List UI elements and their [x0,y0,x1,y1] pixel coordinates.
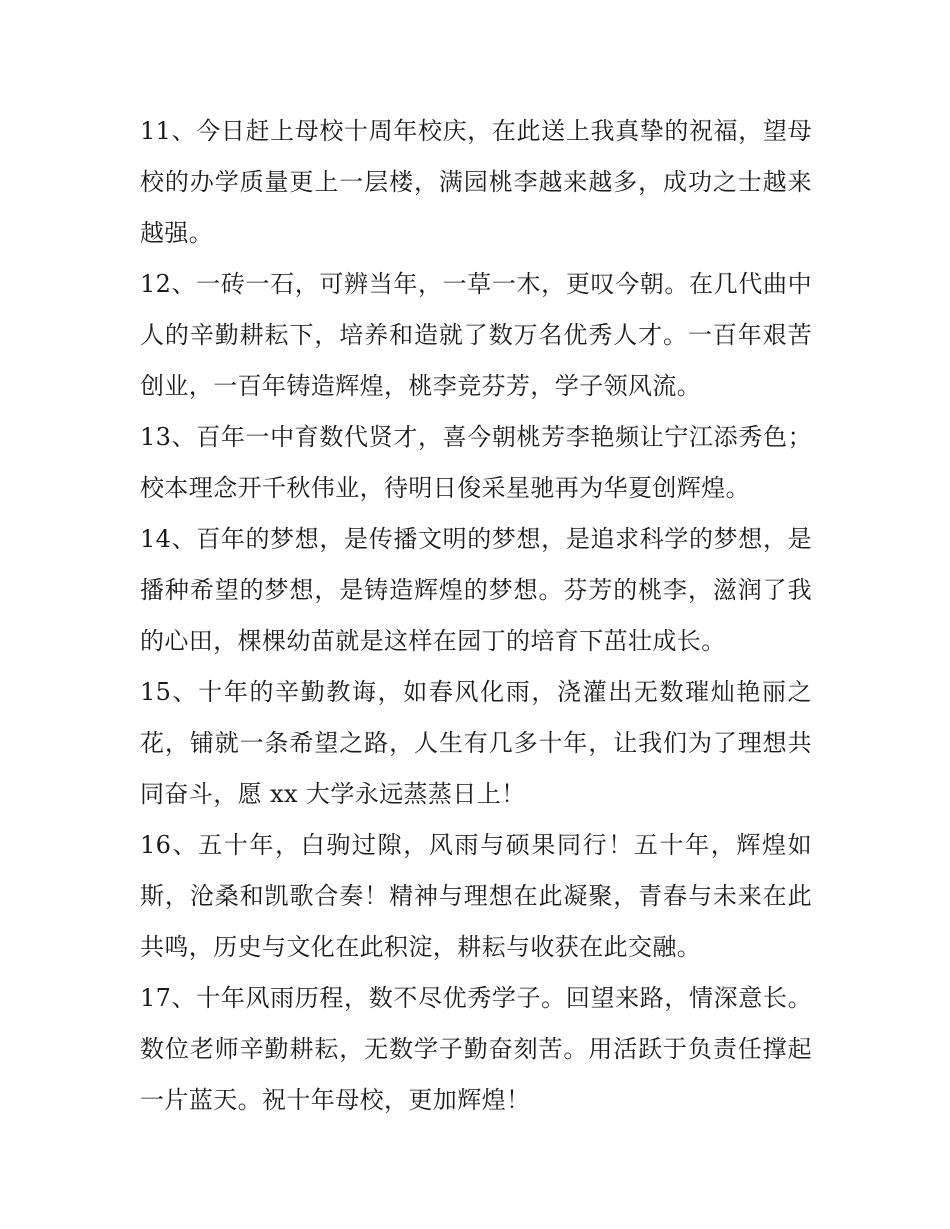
paragraph-15: 15、十年的辛勤教诲，如春风化雨，浇灌出无数璀灿艳丽之花，铺就一条希望之路，人生有几多十年，让我们为了理想共同奋斗，愿 xx 大学永远蒸蒸日上！ [140,678,812,808]
paragraph-16: 16、五十年，白驹过隙，风雨与硕果同行！五十年，辉煌如斯，沧桑和凯歌合奏！精神与理想在此凝聚，青春与未来在此共鸣，历史与文化在此积淀，耕耘与收获在此交融。 [140,831,812,961]
paragraph-13: 13、百年一中育数代贤才，喜今朝桃芳李艳频让宁江添秀色；校本理念开千秋伟业，待明日俊采星驰再为华夏创辉煌。 [140,423,812,502]
paragraph-12: 12、一砖一石，可辨当年，一草一木，更叹今朝。在几代曲中人的辛勤耕耘下，培养和造就了数万名优秀人才。一百年艰苦创业，一百年铸造辉煌，桃李竞芬芳，学子领风流。 [140,270,812,400]
paragraph-14: 14、百年的梦想，是传播文明的梦想，是追求科学的梦想，是播种希望的梦想，是铸造辉煌的梦想。芬芳的桃李，滋润了我的心田，棵棵幼苗就是这样在园丁的培育下茁壮成长。 [140,525,812,655]
document-body [140,106,812,1126]
paragraph-17: 17、十年风雨历程，数不尽优秀学子。回望来路，情深意长。数位老师辛勤耕耘，无数学子勤奋刻苦。用活跃于负责任撑起一片蓝天。祝十年母校，更加辉煌！ [140,984,812,1114]
paragraph-11: 11、今日赶上母校十周年校庆，在此送上我真挚的祝福，望母校的办学质量更上一层楼，满园桃李越来越多，成功之士越来越强。 [140,117,812,247]
